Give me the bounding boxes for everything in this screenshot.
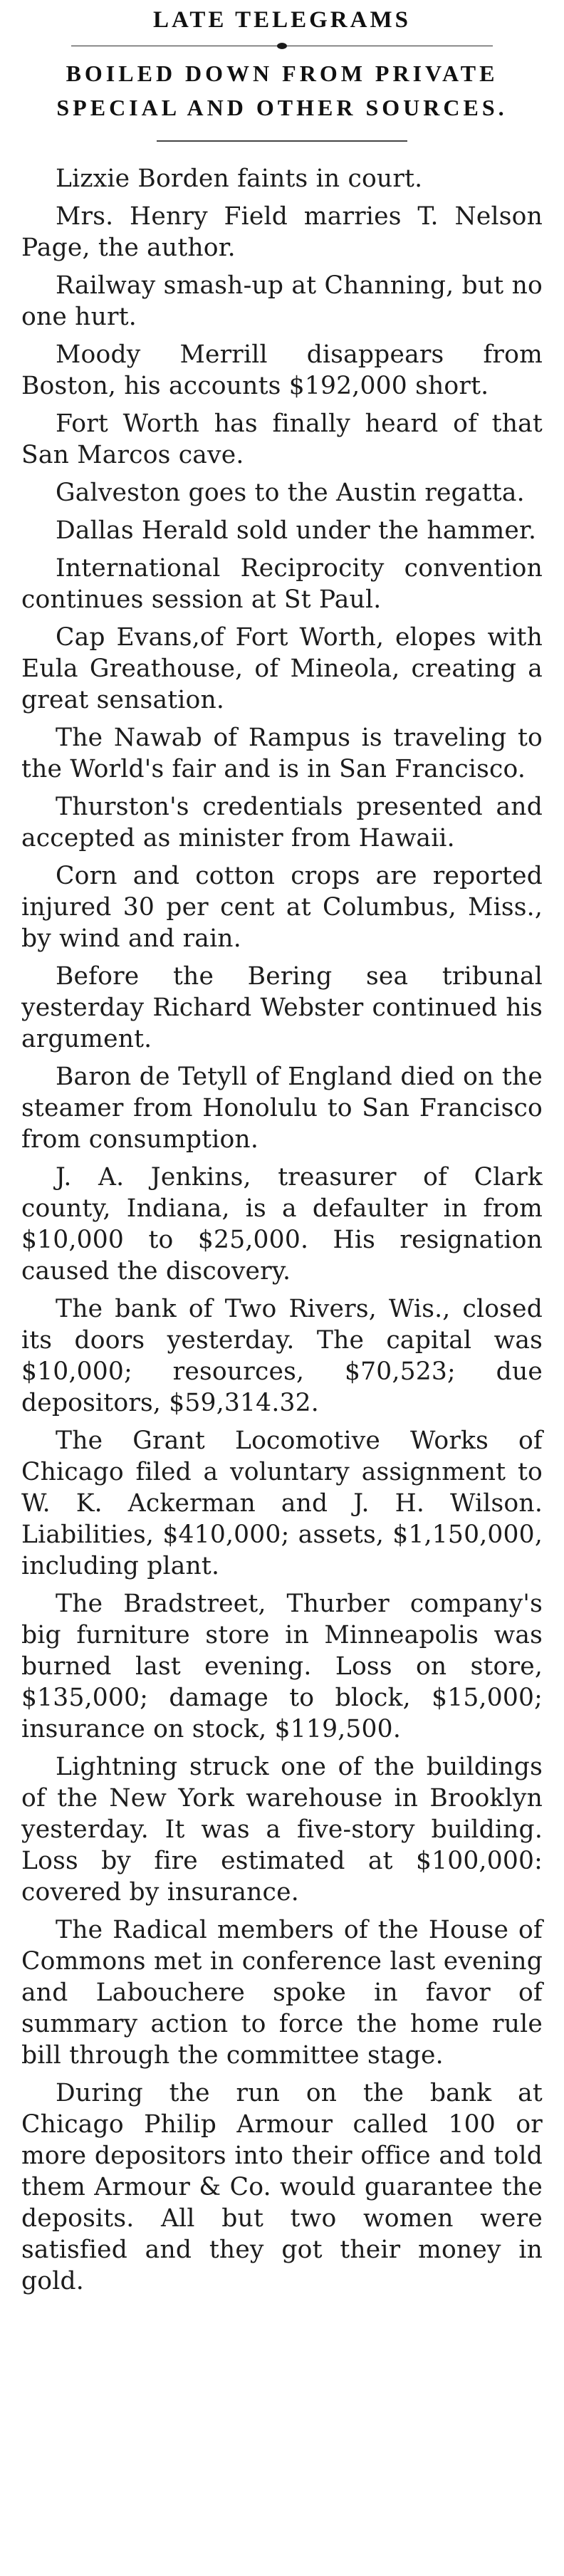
telegram-item: During the run on the bank at Chicago Philip Armour called 100 or more depositors into their office and told them Armour & Co. would guarantee the deposits. All but two women were satisfied and they got their money in gold. <box>21 2079 543 2295</box>
telegram-item: Fort Worth has finally heard of that San Marcos cave. <box>21 410 543 469</box>
page-title: LATE TELEGRAMS <box>153 7 411 33</box>
section-divider <box>157 140 407 142</box>
telegram-item: Before the Bering sea tribunal yesterday Richard Webster continued his argument. <box>21 962 543 1053</box>
telegram-item: Mrs. Henry Field marries T. Nelson Page, the author. <box>21 202 543 262</box>
telegram-list <box>21 163 543 2297</box>
news-column <box>21 0 543 2303</box>
telegram-item: The Nawab of Rampus is traveling to the World's fair and is in San Francisco. <box>21 724 543 783</box>
telegram-item: Dallas Herald sold under the hammer. <box>56 516 537 545</box>
telegram-item: Thurston's credentials presented and accepted as minister from Hawaii. <box>21 793 543 852</box>
subheadline: BOILED DOWN FROM PRIVATE SPECIAL AND OTHER SOURCES. <box>56 61 508 120</box>
telegram-item: Cap Evans,of Fort Worth, elopes with Eula Greathouse, of Mineola, creating a great sensation. <box>21 623 543 714</box>
telegram-item: Lightning struck one of the buildings of the New York warehouse in Brooklyn yesterday. It was a five-story building. Loss by fire estimated at $100,000: covered by insurance. <box>21 1753 543 1907</box>
telegram-item: Lizxie Borden faints in court. <box>56 165 423 193</box>
telegram-item: Corn and cotton crops are reported injured 30 per cent at Columbus, Miss., by wind and rain. <box>21 862 543 953</box>
telegram-item: International Reciprocity convention continues session at St Paul. <box>21 554 543 614</box>
telegram-item: Moody Merrill disappears from Boston, his accounts $192,000 short. <box>21 340 543 400</box>
rule-ornament-icon <box>277 43 287 49</box>
telegram-item: Railway smash-up at Channing, but no one hurt. <box>21 271 543 331</box>
telegram-item: The bank of Two Rivers, Wis., closed its doors yesterday. The capital was $10,000; resources, $70,523; due depositors, $59,314.32. <box>21 1295 543 1417</box>
telegram-item: The Bradstreet, Thurber company's big furniture store in Minneapolis was burned last evening. Loss on store, $135,000; damage to block, $15,000; insurance on stock, $119,500. <box>21 1590 543 1743</box>
telegram-item: J. A. Jenkins, treasurer of Clark county, Indiana, is a defaulter in from $10,000 to $25,000. His resignation caused the discovery. <box>21 1163 543 1286</box>
telegram-item: Baron de Tetyll of England died on the steamer from Honolulu to San Francisco from consumption. <box>21 1063 543 1154</box>
telegram-item: Galveston goes to the Austin regatta. <box>56 479 525 507</box>
telegram-item: The Grant Locomotive Works of Chicago filed a voluntary assignment to W. K. Ackerman and J. H. Wilson. Liabilities, $410,000; assets, $1,150,000, including plant. <box>21 1427 543 1580</box>
telegram-item: The Radical members of the House of Commons met in conference last evening and Labouchere spoke in favor of summary action to force the home rule bill through the committee stage. <box>21 1916 543 2070</box>
